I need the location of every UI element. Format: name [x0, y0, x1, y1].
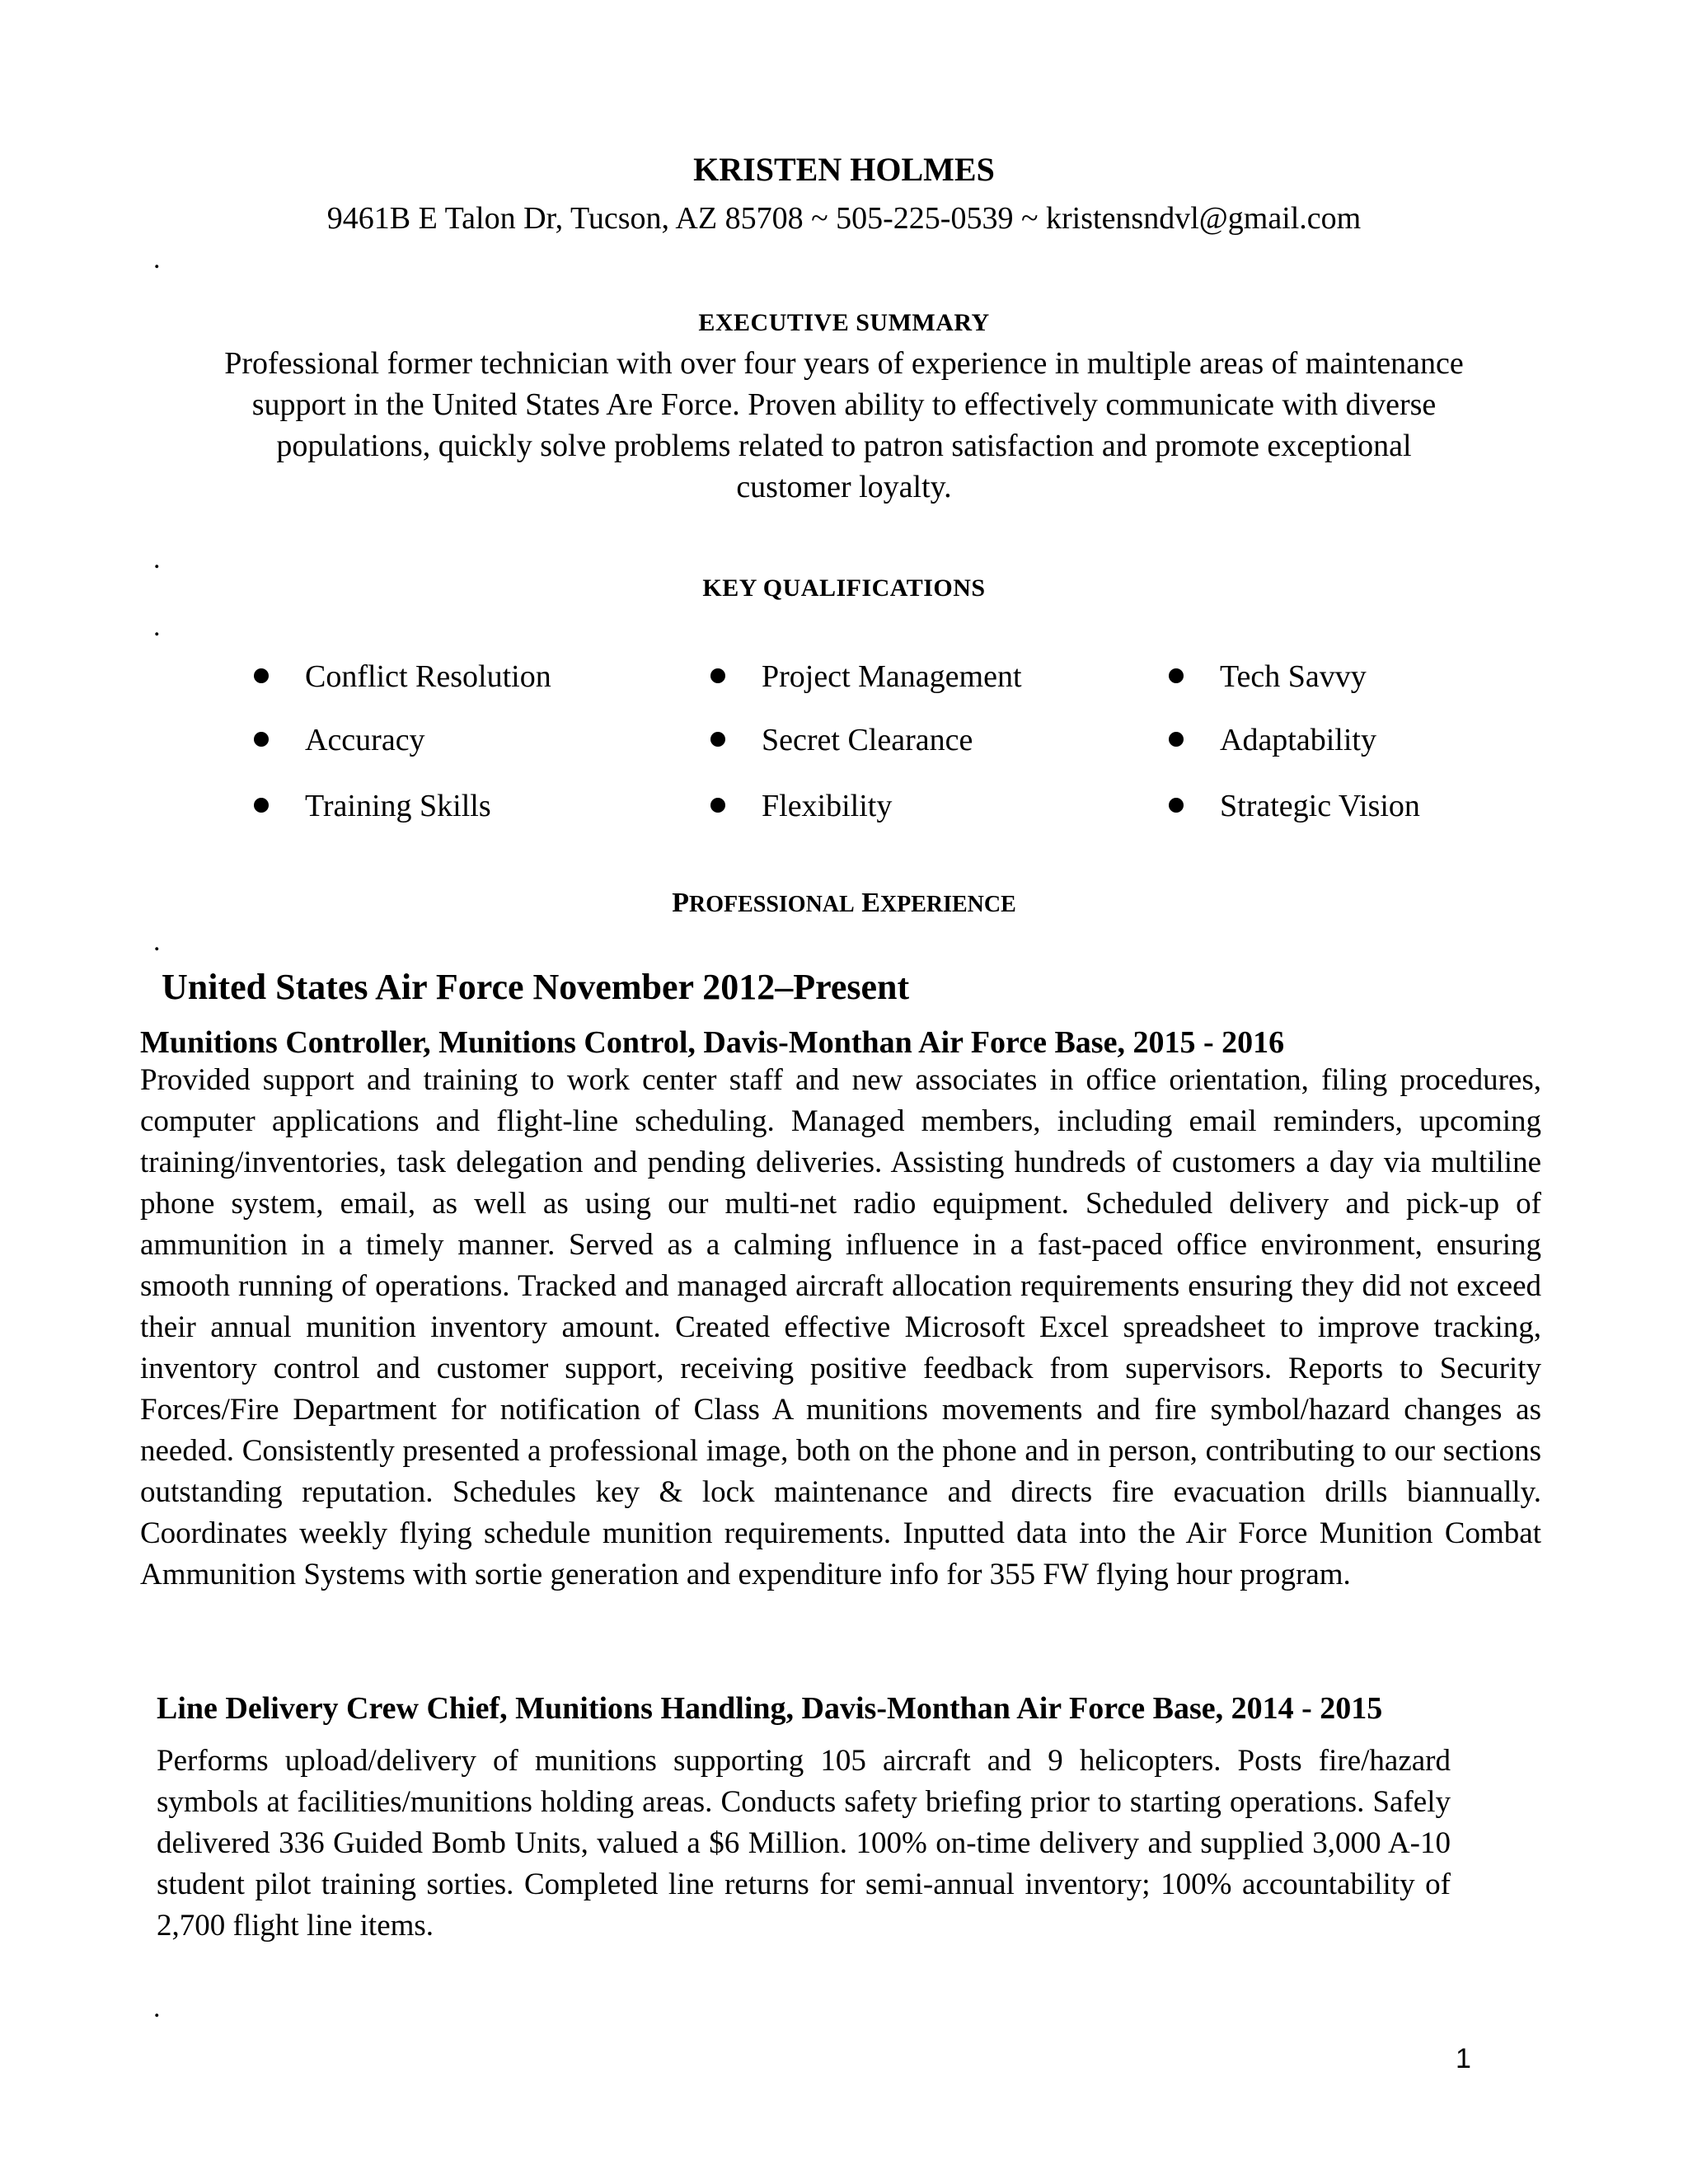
executive-summary-text: Professional former technician with over four years of experience in multiple areas of maintenance support in the United States Are Force. Proven ability to effectively communicate with diverse populations, quickly solve problems related to patron satisfaction and promote exceptional customer loyalty.: [224, 346, 1464, 504]
job-title: Munitions Controller, Munitions Control, Davis-Monthan Air Force Base, 2015 - 2016: [140, 1025, 1285, 1060]
qualification-item: Accuracy: [254, 721, 425, 759]
candidate-name: KRISTEN HOLMES: [693, 151, 995, 188]
bullet-icon: [1169, 732, 1184, 747]
qualification-item: Tech Savvy: [1169, 658, 1367, 696]
bullet-icon: [1169, 668, 1184, 683]
contact-line: 9461B E Talon Dr, Tucson, AZ 85708 ~ 505-225-0539 ~ kristensndvl@gmail.com: [326, 201, 1362, 236]
qualification-item: Adaptability: [1169, 721, 1376, 759]
qualification-item: Flexibility: [710, 787, 892, 825]
page-number: 1: [1456, 2043, 1471, 2074]
stray-dot: .: [153, 612, 161, 642]
bullet-icon: [710, 732, 725, 747]
qualification-item: Project Management: [710, 658, 1022, 696]
key-qualifications-heading: KEY QUALIFICATIONS: [702, 574, 986, 602]
job-title: Line Delivery Crew Chief, Munitions Handling, Davis-Monthan Air Force Base, 2014 - 2015: [157, 1691, 1383, 1726]
qualification-item: Strategic Vision: [1169, 787, 1420, 825]
stray-dot: .: [153, 244, 161, 274]
bullet-icon: [254, 798, 269, 813]
professional-experience-heading: PROFESSIONAL EXPERIENCE: [672, 888, 1016, 918]
stray-dot: .: [153, 926, 161, 957]
bullet-icon: [254, 668, 269, 683]
qualification-item: Training Skills: [254, 787, 491, 825]
employer-heading: United States Air Force November 2012–Present: [162, 967, 910, 1007]
executive-summary-heading: EXECUTIVE SUMMARY: [698, 309, 990, 336]
qualification-item: Conflict Resolution: [254, 658, 551, 696]
bullet-icon: [1169, 798, 1184, 813]
bullet-icon: [710, 798, 725, 813]
bullet-icon: [710, 668, 725, 683]
qualification-item: Secret Clearance: [710, 721, 973, 759]
job-description: Provided support and training to work center staff and new associates in office orientation, filing procedures, computer applications and flight-line scheduling. Managed members, including email reminders, upcoming training/inventories, task delegation and pending deliveries. Assisting hundreds of customers a day via multiline phone system, email, as well as using our multi-net radio equipment. Scheduled delivery and pick-up of ammunition in a timely manner. Served as a calming influence in a fast-paced office environment, ensuring smooth running of operations. Tracked and managed aircraft allocation requirements ensuring they did not exceed their annual munition inventory amount. Created effective Microsoft Excel spreadsheet to improve tracking, inventory control and customer support, receiving positive feedback from supervisors. Reports to Security Forces/Fire Department for notification of Class A munitions movements and fire symbol/hazard changes as needed. Consistently presented a professional image, both on the phone and in person, contributing to our sections outstanding reputation. Schedules key & lock maintenance and directs fire evacuation drills biannually. Coordinates weekly flying schedule munition requirements. Inputted data into the Air Force Munition Combat Ammunition Systems with sortie generation and expenditure info for 355 FW flying hour program.: [140, 1063, 1541, 1591]
stray-dot: .: [153, 1993, 161, 2023]
stray-dot: .: [153, 544, 161, 574]
bullet-icon: [254, 732, 269, 747]
job-description: Performs upload/delivery of munitions supporting 105 aircraft and 9 helicopters. Posts fire/hazard symbols at facilities/munitions holding areas. Conducts safety briefing prior to starting operations. Safely delivered 336 Guided Bomb Units, valued a $6 Million. 100% on-time delivery and supplied 3,000 A-10 student pilot training sorties. Completed line returns for semi-annual inventory; 100% accountability of 2,700 flight line items.: [157, 1744, 1451, 1943]
qualifications-grid: [247, 658, 1500, 847]
